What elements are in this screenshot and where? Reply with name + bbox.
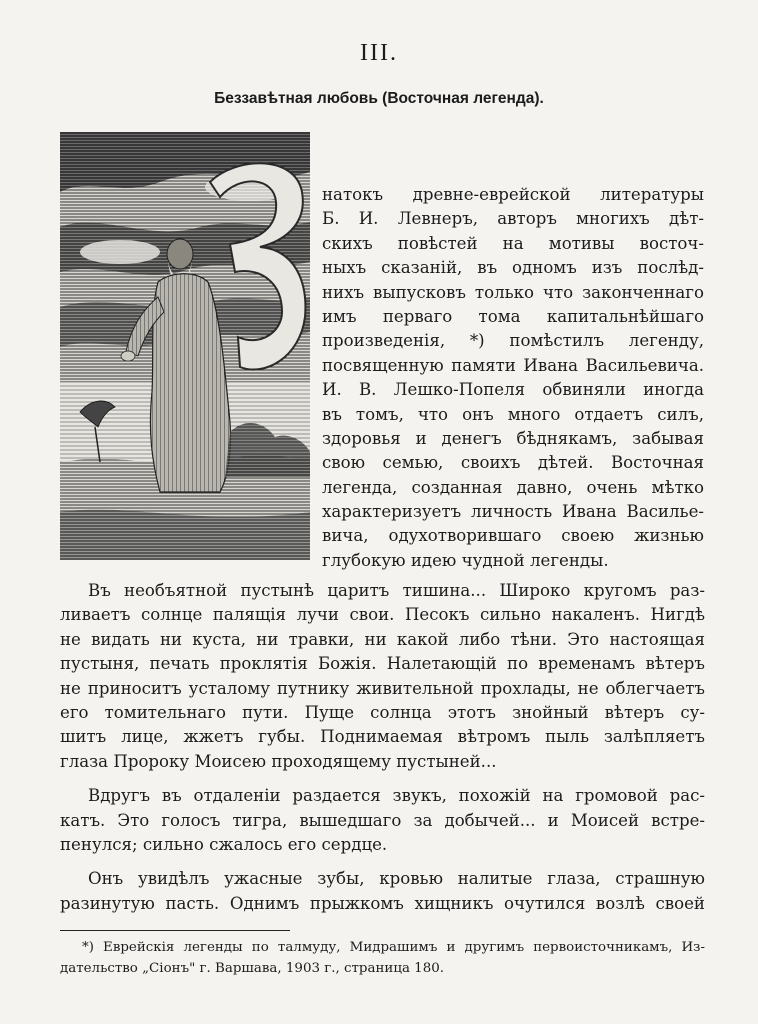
text-line: его томительнаго пути. Пуще солнца этотъ знойный вѣтеръ су- [60, 702, 705, 722]
text-line: катъ. Это голосъ тигра, вышедшаго за добычей... и Моисей встре- [60, 810, 705, 830]
paragraph [60, 579, 705, 774]
text-line: ливаетъ солнце палящія лучи свои. Песокъ сильно накаленъ. Нигдѣ [60, 605, 705, 625]
text-line: посвященную памяти Ивана Васильевича. [322, 355, 704, 375]
text-line: пустыня, печать проклятія Божія. Налетающій по временамъ вѣтеръ [60, 654, 705, 674]
text-line: произведенія, *) помѣстилъ легенду, [322, 331, 704, 351]
text-line: имъ перваго тома капитальнѣйшаго [322, 306, 704, 326]
text-line: нихъ выпусковъ только что законченнаго [322, 282, 704, 302]
text-line: глубокую идею чудной легенды. [322, 550, 609, 570]
text-line: разинутую пасть. Однимъ прыжкомъ хищникъ очутился возлѣ своей [60, 893, 705, 913]
text-line: Онъ увидѣлъ ужасные зубы, кровью налитые глаза, страшную [88, 869, 705, 889]
footnote-divider [60, 930, 290, 931]
footnote-line: *) Еврейскія легенды по талмуду, Мидрашимъ и другимъ первоисточникамъ, Из- [82, 940, 705, 955]
text-line: скихъ повѣстей на мотивы восточ- [322, 233, 704, 253]
paragraph [60, 784, 705, 857]
text-line: свою семью, своихъ дѣтей. Восточная [322, 453, 704, 473]
body-text [60, 579, 705, 916]
text-line: не видать ни куста, ни травки, ни какой либо тѣни. Это настоящая [60, 629, 705, 649]
footnote [60, 937, 705, 979]
drop-cap-text-block [322, 183, 704, 573]
engraving-prophet-with-drop-cap-icon [60, 132, 310, 560]
text-line: шитъ лице, жжетъ губы. Поднимаемая вѣтромъ пыль залѣпляетъ [60, 727, 705, 747]
text-line: И. В. Лешко-Попеля обвиняли иногда [322, 380, 704, 400]
chapter-title: Беззавѣтная любовь (Восточная легенда). [214, 90, 544, 107]
footnote-line: дательство „Сіонъ" г. Варшава, 1903 г., страница 180. [60, 961, 445, 976]
text-line: вича, одухотворившаго своею жизнью [322, 526, 704, 546]
text-line: характеризуетъ личность Ивана Василье- [322, 502, 704, 522]
text-line: въ томъ, что онъ много отдаетъ силъ, [322, 404, 704, 424]
text-line: глаза Пророку Моисею проходящему пустыней... [60, 751, 497, 771]
text-line: Въ необъятной пустынѣ царитъ тишина... Широко кругомъ раз- [88, 581, 705, 600]
text-line: здоровья и денегъ бѣднякамъ, забывая [322, 428, 704, 448]
text-line: пенулся; сильно сжалось его сердце. [60, 834, 388, 854]
text-line: не приноситъ усталому путнику живительной прохлады, не облегчаетъ [60, 678, 705, 698]
text-line: натокъ древне-еврейской литературы [322, 185, 704, 204]
chapter-number: III. [360, 40, 398, 66]
paragraph [60, 867, 705, 916]
text-line: ныхъ сказаній, въ одномъ изъ послѣд- [322, 258, 704, 278]
text-line: Вдругъ въ отдаленіи раздается звукъ, похожій на громовой рас- [88, 786, 705, 806]
text-line: Б. И. Левнеръ, авторъ многихъ дѣт- [322, 209, 704, 229]
text-line: легенда, созданная давно, очень мѣтко [322, 477, 704, 497]
engraving-illustration [60, 132, 310, 560]
